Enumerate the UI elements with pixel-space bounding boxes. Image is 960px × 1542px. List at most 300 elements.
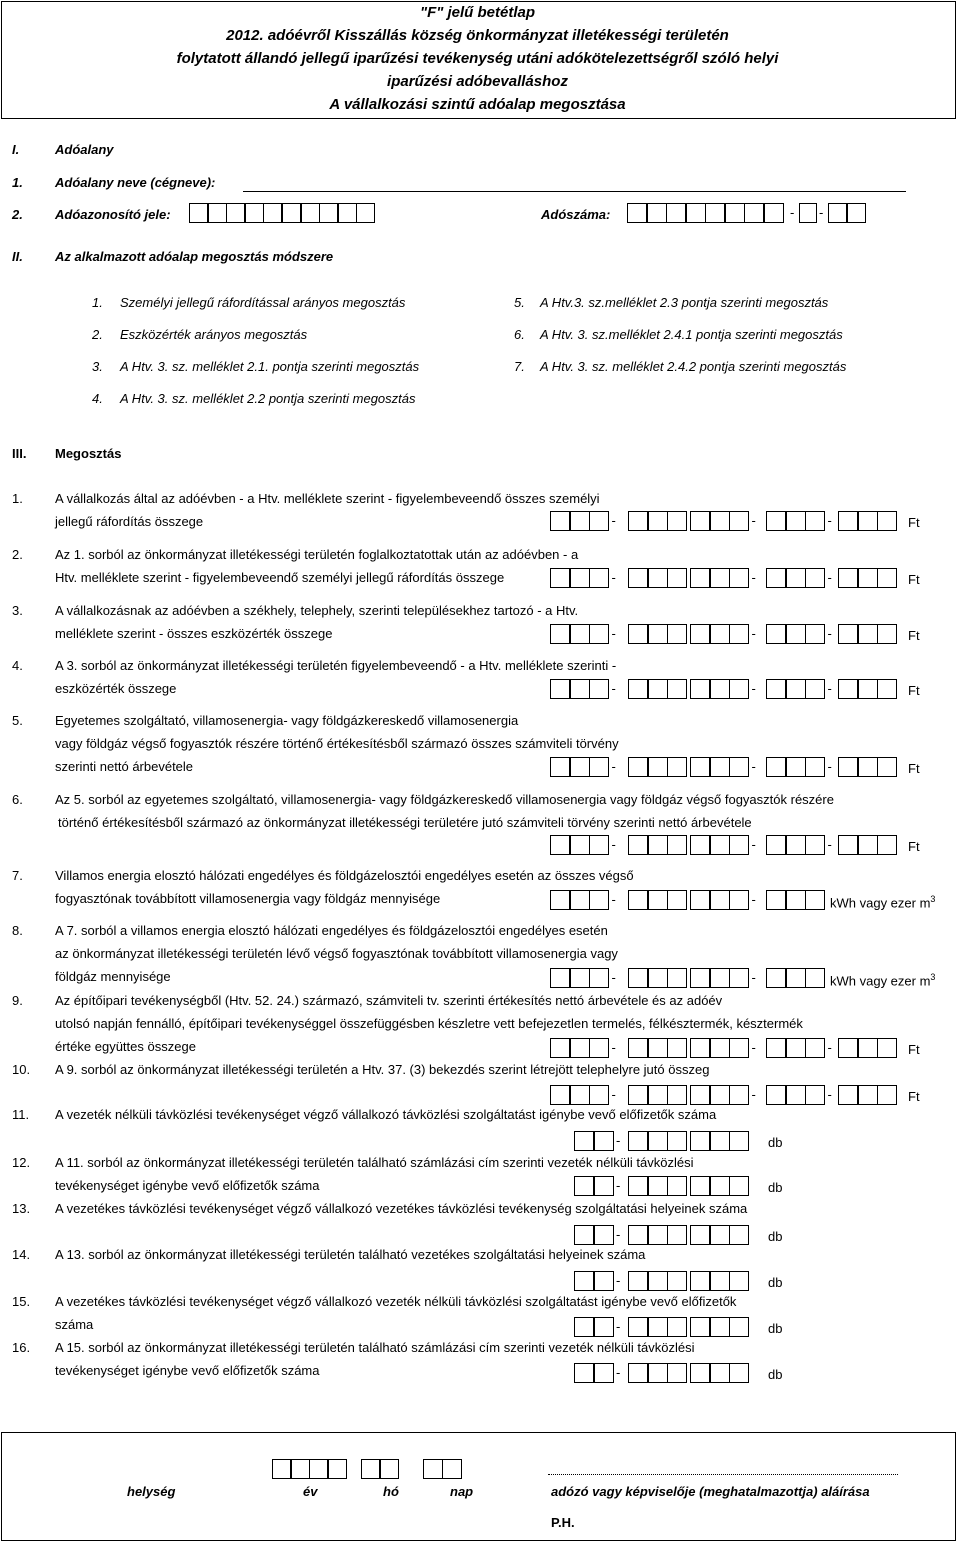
row-taxid-num: 2. [12, 207, 23, 222]
row-2-digit[interactable] [805, 568, 825, 588]
row-1-digit[interactable] [589, 511, 609, 531]
row-1-digit[interactable] [628, 511, 648, 531]
row-1-digit[interactable] [729, 511, 749, 531]
row-6-digit[interactable] [710, 835, 730, 855]
row-14-digit[interactable] [574, 1271, 594, 1291]
row-11-digit[interactable] [710, 1131, 730, 1151]
row-2-digit[interactable] [570, 568, 590, 588]
row-7-label-line: fogyasztónak továbbított villamosenergia vagy földgáz mennyisége [55, 891, 441, 906]
tax-id-digit[interactable] [319, 203, 338, 223]
row-11-digit[interactable] [667, 1131, 687, 1151]
row-8-num: 8. [12, 923, 23, 938]
row-14-digit[interactable] [690, 1271, 710, 1291]
row-3-digit[interactable] [877, 624, 897, 644]
method-2-text: Eszközérték arányos megosztás [120, 327, 308, 342]
row-11-digit[interactable] [729, 1131, 749, 1151]
tax-number-digit[interactable] [705, 203, 725, 223]
row-6-digit[interactable] [838, 835, 858, 855]
row-5-digit[interactable] [710, 757, 730, 777]
row-15-digit[interactable] [690, 1317, 710, 1337]
row-6-digit[interactable] [786, 835, 806, 855]
year-digit[interactable] [291, 1459, 310, 1479]
row-16-digit[interactable] [628, 1363, 648, 1383]
row-9-digit[interactable] [690, 1038, 710, 1058]
row-9-digit[interactable] [805, 1038, 825, 1058]
row-1-digit[interactable] [648, 511, 668, 531]
row-1-num: 1. [12, 491, 23, 506]
section-1-roman: I. [12, 142, 20, 157]
row-15-digit[interactable] [710, 1317, 730, 1337]
row-5-digit[interactable] [766, 757, 786, 777]
row-5-label-line: szerinti nettó árbevétele [55, 759, 194, 774]
row-7-digit[interactable] [786, 890, 806, 910]
tax-number-digit[interactable] [764, 203, 784, 223]
row-5-digit[interactable] [729, 757, 749, 777]
method-6-text: A Htv. 3. sz.melléklet 2.4.1 pontja szerinti megosztás [540, 327, 843, 342]
separator-dash: - [751, 681, 756, 696]
separator-dash: - [611, 570, 616, 585]
row-3-digit[interactable] [805, 624, 825, 644]
row-8-digit[interactable] [589, 968, 609, 988]
row-6-digit[interactable] [877, 835, 897, 855]
day-digit[interactable] [442, 1459, 462, 1479]
row-4-digit[interactable] [805, 679, 825, 699]
row-2-digit[interactable] [710, 568, 730, 588]
taxpayer-name-field[interactable] [243, 191, 906, 192]
tax-number-digit[interactable] [725, 203, 745, 223]
row-6-digit[interactable] [805, 835, 825, 855]
row-5-label-line: Egyetemes szolgáltató, villamosenergia- vagy földgázkereskedő villamosenergia [55, 713, 519, 728]
row-3-digit[interactable] [786, 624, 806, 644]
row-5-digit[interactable] [805, 757, 825, 777]
row-9-digit[interactable] [729, 1038, 749, 1058]
row-16-digit[interactable] [667, 1363, 687, 1383]
row-12-digit[interactable] [628, 1176, 648, 1196]
row-12-digit[interactable] [667, 1176, 687, 1196]
separator-dash: - [751, 837, 756, 852]
row-3-digit[interactable] [858, 624, 878, 644]
row-2-label-line: Htv. melléklete szerint - figyelembeveendő személyi jellegű ráfordítás összege [55, 570, 505, 585]
row-16-digit[interactable] [690, 1363, 710, 1383]
row-6-digit[interactable] [667, 835, 687, 855]
row-2-digit[interactable] [766, 568, 786, 588]
row-10-label-line: A 9. sorból az önkormányzat illetékességi területén a Htv. 37. (3) bekezdés szerint létrejött telephelyre jutó összeg [55, 1062, 710, 1077]
row-9-digit[interactable] [589, 1038, 609, 1058]
row-6-unit: Ft [908, 839, 920, 854]
row-8-digit[interactable] [690, 968, 710, 988]
row-6-digit[interactable] [589, 835, 609, 855]
row-10-digit[interactable] [766, 1085, 786, 1105]
row-3-digit[interactable] [729, 624, 749, 644]
row-10-digit[interactable] [690, 1085, 710, 1105]
row-3-digit[interactable] [710, 624, 730, 644]
tax-id-digit[interactable] [356, 203, 375, 223]
row-6-digit[interactable] [729, 835, 749, 855]
row-9-label-line: Az építőipari tevékenységből (Htv. 52. 24.) származó, számviteli tv. szerinti értékesítés nettó árbevétele és az adóév [55, 993, 723, 1008]
row-9-digit[interactable] [786, 1038, 806, 1058]
row-2-digit[interactable] [877, 568, 897, 588]
row-6-digit[interactable] [766, 835, 786, 855]
row-16-label-line: tevékenységet igénybe vevő előfizetők száma [55, 1363, 320, 1378]
year-digit[interactable] [309, 1459, 328, 1479]
method-2-num: 2. [92, 327, 103, 342]
separator-dash: - [611, 892, 616, 907]
row-9-digit[interactable] [667, 1038, 687, 1058]
row-10-digit[interactable] [710, 1085, 730, 1105]
row-7-digit[interactable] [805, 890, 825, 910]
row-2-digit[interactable] [858, 568, 878, 588]
row-4-digit[interactable] [648, 679, 668, 699]
row-15-digit[interactable] [667, 1317, 687, 1337]
row-3-digit[interactable] [628, 624, 648, 644]
row-7-digit[interactable] [648, 890, 668, 910]
row-9-label-line: utolsó napján fennálló, építőipari tevékenységgel összefüggésben készletre vett befejezetlen termelés, félkésztermék, késztermék [55, 1016, 803, 1031]
row-6-digit[interactable] [570, 835, 590, 855]
row-6-digit[interactable] [648, 835, 668, 855]
row-12-digit[interactable] [729, 1176, 749, 1196]
tax-id-digit[interactable] [282, 203, 301, 223]
row-7-digit[interactable] [589, 890, 609, 910]
row-3-digit[interactable] [690, 624, 710, 644]
separator-dash: - [751, 892, 756, 907]
row-8-digit[interactable] [667, 968, 687, 988]
row-15-digit[interactable] [648, 1317, 668, 1337]
row-12-digit[interactable] [574, 1176, 594, 1196]
tax-id-digit[interactable] [226, 203, 245, 223]
tax-id-label: Adóazonosító jele: [55, 207, 171, 222]
row-4-digit[interactable] [667, 679, 687, 699]
row-1-digit[interactable] [858, 511, 878, 531]
row-5-digit[interactable] [690, 757, 710, 777]
row-5-digit[interactable] [858, 757, 878, 777]
separator-dash: - [790, 205, 795, 220]
row-2-digit[interactable] [648, 568, 668, 588]
tax-number-digit[interactable] [847, 203, 866, 223]
row-8-digit[interactable] [805, 968, 825, 988]
row-11-digit[interactable] [648, 1131, 668, 1151]
method-1-text: Személyi jellegű ráfordítással arányos megosztás [120, 295, 406, 310]
row-1-digit[interactable] [710, 511, 730, 531]
row-13-digit[interactable] [667, 1225, 687, 1245]
separator-dash: - [827, 626, 832, 641]
row-9-unit: Ft [908, 1042, 920, 1057]
row-2-digit[interactable] [690, 568, 710, 588]
row-4-digit[interactable] [838, 679, 858, 699]
row-1-digit[interactable] [766, 511, 786, 531]
row-15-digit[interactable] [729, 1317, 749, 1337]
row-11-digit[interactable] [574, 1131, 594, 1151]
row-2-digit[interactable] [838, 568, 858, 588]
row-12-unit: db [768, 1180, 783, 1195]
tax-id-digit[interactable] [263, 203, 282, 223]
row-name-num: 1. [12, 175, 23, 190]
row-4-digit[interactable] [550, 679, 570, 699]
row-6-label-line: történő értékesítésből származó az önkormányzat illetékességi területére jutó számviteli törvény szerinti nettó árbevétele [58, 815, 752, 830]
row-15-digit[interactable] [594, 1317, 614, 1337]
row-4-digit[interactable] [570, 679, 590, 699]
row-15-label-line: száma [55, 1317, 94, 1332]
row-16-unit: db [768, 1367, 783, 1382]
row-1-digit[interactable] [838, 511, 858, 531]
row-10-digit[interactable] [648, 1085, 668, 1105]
row-8-digit[interactable] [648, 968, 668, 988]
row-2-num: 2. [12, 547, 23, 562]
row-11-digit[interactable] [594, 1131, 614, 1151]
row-9-digit[interactable] [628, 1038, 648, 1058]
row-3-num: 3. [12, 603, 23, 618]
row-3-digit[interactable] [550, 624, 570, 644]
tax-id-digit[interactable] [245, 203, 264, 223]
row-14-digit[interactable] [594, 1271, 614, 1291]
row-13-digit[interactable] [710, 1225, 730, 1245]
row-16-label-line: A 15. sorból az önkormányzat illetékességi területén található számlázási cím szerinti vezeték nélküli távközlési [55, 1340, 695, 1355]
row-10-digit[interactable] [838, 1085, 858, 1105]
stamp-label: P.H. [551, 1515, 575, 1530]
separator-dash: - [819, 205, 824, 220]
row-4-digit[interactable] [858, 679, 878, 699]
taxpayer-name-label: Adóalany neve (cégneve): [55, 175, 216, 190]
row-12-digit[interactable] [710, 1176, 730, 1196]
row-1-digit[interactable] [667, 511, 687, 531]
row-8-digit[interactable] [628, 968, 648, 988]
row-2-digit[interactable] [729, 568, 749, 588]
row-7-num: 7. [12, 868, 23, 883]
row-8-label-line: földgáz mennyisége [55, 969, 171, 984]
section-3-roman: III. [12, 446, 27, 461]
row-5-digit[interactable] [667, 757, 687, 777]
row-1-unit: Ft [908, 515, 920, 530]
row-7-digit[interactable] [729, 890, 749, 910]
row-13-label-line: A vezetékes távközlési tevékenységet végző vállalkozó vezetékes távközlési tevékenység szolgáltatási helyeinek száma [55, 1201, 748, 1216]
row-4-digit[interactable] [710, 679, 730, 699]
row-7-digit[interactable] [690, 890, 710, 910]
separator-dash: - [611, 759, 616, 774]
row-4-digit[interactable] [729, 679, 749, 699]
row-4-digit[interactable] [766, 679, 786, 699]
row-9-digit[interactable] [710, 1038, 730, 1058]
row-3-digit[interactable] [589, 624, 609, 644]
row-12-digit[interactable] [690, 1176, 710, 1196]
method-3-num: 3. [92, 359, 103, 374]
month-digit[interactable] [361, 1459, 380, 1479]
row-9-digit[interactable] [858, 1038, 878, 1058]
row-15-unit: db [768, 1321, 783, 1336]
form-title-line-2: 2012. adóévről Kisszállás község önkormányzat illetékességi területén [226, 27, 729, 44]
row-13-digit[interactable] [690, 1225, 710, 1245]
tax-number-digit[interactable] [799, 203, 817, 223]
tax-number-digit[interactable] [647, 203, 667, 223]
row-2-digit[interactable] [786, 568, 806, 588]
row-8-digit[interactable] [766, 968, 786, 988]
row-5-unit: Ft [908, 761, 920, 776]
row-2-digit[interactable] [667, 568, 687, 588]
row-5-digit[interactable] [570, 757, 590, 777]
row-13-digit[interactable] [648, 1225, 668, 1245]
row-6-digit[interactable] [628, 835, 648, 855]
row-3-digit[interactable] [648, 624, 668, 644]
day-label: nap [450, 1484, 474, 1499]
row-3-unit: Ft [908, 628, 920, 643]
row-14-digit[interactable] [628, 1271, 648, 1291]
tax-number-digit[interactable] [744, 203, 764, 223]
row-7-digit[interactable] [766, 890, 786, 910]
separator-dash: - [616, 1319, 621, 1334]
row-12-label-line: tevékenységet igénybe vevő előfizetők száma [55, 1178, 320, 1193]
row-7-digit[interactable] [628, 890, 648, 910]
tax-id-digit[interactable] [189, 203, 208, 223]
row-6-digit[interactable] [690, 835, 710, 855]
row-10-digit[interactable] [570, 1085, 590, 1105]
row-1-digit[interactable] [550, 511, 570, 531]
tax-id-digit[interactable] [338, 203, 357, 223]
row-16-digit[interactable] [574, 1363, 594, 1383]
row-14-digit[interactable] [729, 1271, 749, 1291]
row-8-digit[interactable] [729, 968, 749, 988]
row-2-digit[interactable] [589, 568, 609, 588]
separator-dash: - [751, 970, 756, 985]
row-4-digit[interactable] [690, 679, 710, 699]
row-5-label-line: vagy földgáz végső fogyasztók részére történő értékesítésből származó összes számviteli törvény [55, 736, 619, 751]
row-3-digit[interactable] [766, 624, 786, 644]
row-10-digit[interactable] [628, 1085, 648, 1105]
row-8-digit[interactable] [550, 968, 570, 988]
row-14-label-line: A 13. sorból az önkormányzat illetékességi területén található vezetékes szolgáltatási helyeinek száma [55, 1247, 646, 1262]
row-14-digit[interactable] [667, 1271, 687, 1291]
form-title-line-3: folytatott állandó jellegű iparűzési tevékenység utáni adókötelezettségről szóló helyi [176, 50, 779, 67]
signature-label: adózó vagy képviselője (meghatalmazottja) aláírása [551, 1484, 870, 1499]
row-3-digit[interactable] [838, 624, 858, 644]
year-label: év [303, 1484, 318, 1499]
day-digit[interactable] [423, 1459, 443, 1479]
row-7-digit[interactable] [550, 890, 570, 910]
row-9-digit[interactable] [838, 1038, 858, 1058]
row-7-digit[interactable] [667, 890, 687, 910]
row-4-digit[interactable] [786, 679, 806, 699]
separator-dash: - [827, 513, 832, 528]
row-16-digit[interactable] [594, 1363, 614, 1383]
row-10-digit[interactable] [858, 1085, 878, 1105]
row-3-digit[interactable] [667, 624, 687, 644]
separator-dash: - [616, 1365, 621, 1380]
row-11-label-line: A vezeték nélküli távközlési tevékenységet végző vállalkozó távközlési szolgáltatást igénybe vevő előfizetők száma [55, 1107, 717, 1122]
separator-dash: - [611, 513, 616, 528]
tax-number-digit[interactable] [666, 203, 686, 223]
row-13-digit[interactable] [594, 1225, 614, 1245]
row-10-digit[interactable] [786, 1085, 806, 1105]
method-5-text: A Htv.3. sz.melléklet 2.3 pontja szerinti megosztás [540, 295, 829, 310]
row-1-digit[interactable] [877, 511, 897, 531]
row-4-digit[interactable] [589, 679, 609, 699]
separator-dash: - [611, 837, 616, 852]
row-14-digit[interactable] [648, 1271, 668, 1291]
row-12-digit[interactable] [594, 1176, 614, 1196]
row-10-digit[interactable] [667, 1085, 687, 1105]
row-11-digit[interactable] [690, 1131, 710, 1151]
row-7-digit[interactable] [710, 890, 730, 910]
row-9-digit[interactable] [550, 1038, 570, 1058]
row-8-unit: kWh vagy ezer $m^3$ [830, 972, 936, 989]
method-3-text: A Htv. 3. sz. melléklet 2.1. pontja szerinti megosztás [120, 359, 420, 374]
row-7-digit[interactable] [570, 890, 590, 910]
row-6-digit[interactable] [858, 835, 878, 855]
row-10-digit[interactable] [589, 1085, 609, 1105]
row-8-digit[interactable] [570, 968, 590, 988]
tax-number-digit[interactable] [686, 203, 706, 223]
row-2-digit[interactable] [550, 568, 570, 588]
row-9-digit[interactable] [877, 1038, 897, 1058]
row-11-digit[interactable] [628, 1131, 648, 1151]
row-5-digit[interactable] [877, 757, 897, 777]
row-5-digit[interactable] [786, 757, 806, 777]
row-9-digit[interactable] [766, 1038, 786, 1058]
row-5-digit[interactable] [838, 757, 858, 777]
tax-number-digit[interactable] [828, 203, 847, 223]
row-12-digit[interactable] [648, 1176, 668, 1196]
row-4-digit[interactable] [877, 679, 897, 699]
separator-dash: - [827, 759, 832, 774]
row-13-digit[interactable] [574, 1225, 594, 1245]
separator-dash: - [827, 1087, 832, 1102]
row-13-digit[interactable] [628, 1225, 648, 1245]
row-15-digit[interactable] [628, 1317, 648, 1337]
row-14-digit[interactable] [710, 1271, 730, 1291]
section-2-roman: II. [12, 249, 23, 264]
row-14-unit: db [768, 1275, 783, 1290]
row-2-digit[interactable] [628, 568, 648, 588]
tax-id-digit[interactable] [208, 203, 227, 223]
row-5-digit[interactable] [550, 757, 570, 777]
row-10-digit[interactable] [729, 1085, 749, 1105]
row-10-digit[interactable] [877, 1085, 897, 1105]
row-9-label-line: értéke együttes összege [55, 1039, 196, 1054]
tax-id-digit[interactable] [301, 203, 320, 223]
row-16-digit[interactable] [648, 1363, 668, 1383]
tax-number-digit[interactable] [627, 203, 647, 223]
row-6-digit[interactable] [550, 835, 570, 855]
row-9-digit[interactable] [648, 1038, 668, 1058]
row-2-label-line: Az 1. sorból az önkormányzat illetékességi területén foglalkoztatottak után az adóévben - a [55, 547, 579, 562]
row-1-digit[interactable] [805, 511, 825, 531]
row-8-digit[interactable] [786, 968, 806, 988]
row-1-digit[interactable] [786, 511, 806, 531]
row-4-digit[interactable] [628, 679, 648, 699]
row-15-label-line: A vezetékes távközlési tevékenységet végző vállalkozó vezeték nélküli távközlési szolgáltatást igénybe vevő előfizetők [55, 1294, 737, 1309]
year-digit[interactable] [328, 1459, 347, 1479]
row-16-num: 16. [12, 1340, 31, 1355]
section-1-title: Adóalany [55, 142, 114, 157]
row-10-digit[interactable] [805, 1085, 825, 1105]
row-9-digit[interactable] [570, 1038, 590, 1058]
form-title-line-5: A vállalkozási szintű adóalap megosztása [329, 96, 626, 113]
row-13-unit: db [768, 1229, 783, 1244]
row-5-digit[interactable] [648, 757, 668, 777]
row-1-digit[interactable] [690, 511, 710, 531]
row-13-digit[interactable] [729, 1225, 749, 1245]
row-5-digit[interactable] [628, 757, 648, 777]
signature-line[interactable] [548, 1474, 898, 1475]
year-digit[interactable] [272, 1459, 291, 1479]
separator-dash: - [827, 1040, 832, 1055]
row-3-digit[interactable] [570, 624, 590, 644]
month-digit[interactable] [380, 1459, 399, 1479]
row-15-digit[interactable] [574, 1317, 594, 1337]
row-5-digit[interactable] [589, 757, 609, 777]
row-16-digit[interactable] [710, 1363, 730, 1383]
row-10-digit[interactable] [550, 1085, 570, 1105]
row-1-digit[interactable] [570, 511, 590, 531]
row-16-digit[interactable] [729, 1363, 749, 1383]
row-8-digit[interactable] [710, 968, 730, 988]
